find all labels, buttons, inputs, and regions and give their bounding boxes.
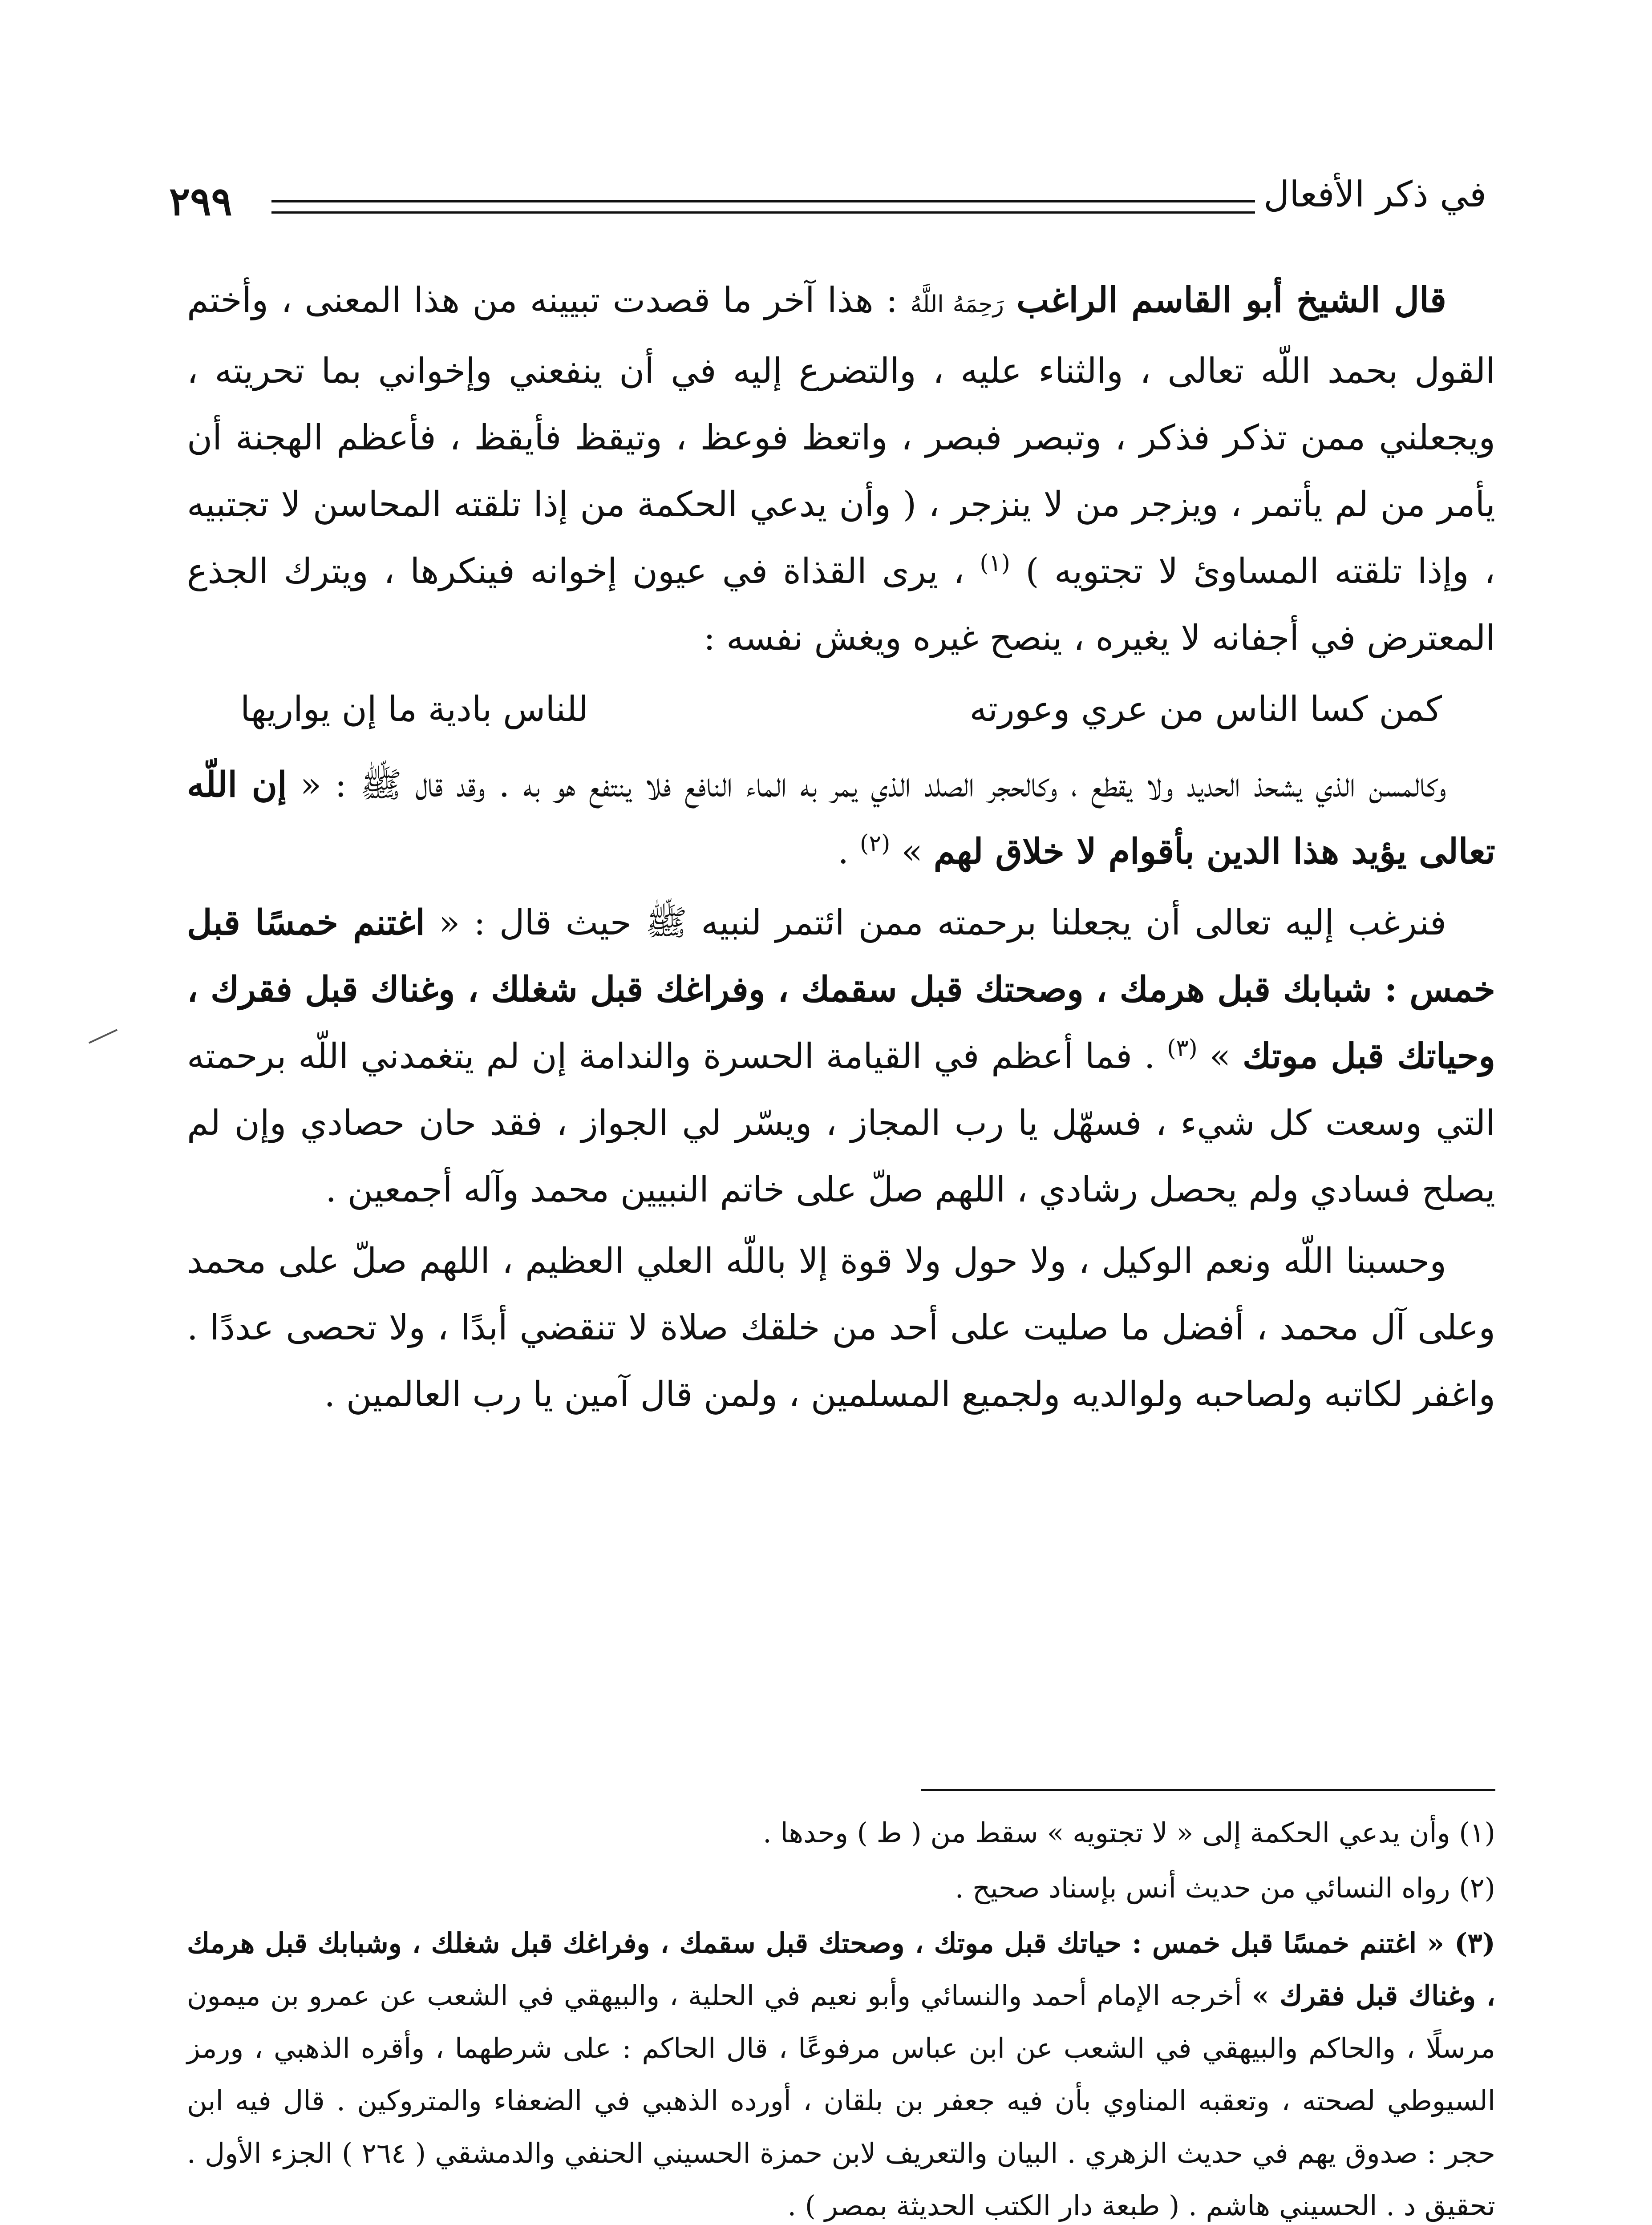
paragraph-4-text: وحسبنا اللّه ونعم الوكيل ، ولا حول ولا قوة إلا باللّه العلي العظيم ، اللهم صلّ على محمد وعلى آل محمد ، أفضل ما صليت على أحد من خلقك صلاة لا تنقضي أبدًا ، ولا تحصى عددًا . واغفر لكاتبه ولصاحبه ولوالديه ولجميع المسلمين ، ولمن قال آمين يا رب العالمين .: [187, 1241, 1495, 1415]
footnote-3-hadith: (٣) « اغتنم خمسًا قبل خمس : حياتك قبل موتك ، وصحتك قبل سقمك ، وفراغك قبل شغلك ، وشبابك قبل هرمك ، وغناك قبل فقرك »: [187, 1927, 1496, 2012]
paragraph-3-text: فنرغب إليه تعالى أن يجعلنا برحمته ممن ائتمر لنبيه ﷺ حيث قال : «: [425, 903, 1447, 943]
author-name: قال الشيخ أبو القاسم الراغب: [1016, 280, 1446, 320]
footnote-separator: [921, 1789, 1495, 1791]
page-number: ٢٩٩: [169, 178, 232, 224]
verse-second-hemistich: للناس بادية ما إن يواريها: [240, 689, 589, 729]
footnote-1: (١) وأن يدعي الحكمة إلى « لا تجتويه » سقط من ( ط ) وحدها .: [763, 1816, 1495, 1849]
footnote-2: (٢) رواه النسائي من حديث أنس بإسناد صحيح .: [955, 1872, 1495, 1904]
footnote-3: [187, 1917, 1495, 2225]
paragraph-1-text: : هذا آخر ما قصدت تبيينه من هذا المعنى ، وأختم القول بحمد اللّه تعالى ، والثناء عليه ، والتضرع إليه في أن ينفعني وإخواني بما تحريته ، ويجعلني ممن تذكر فذكر ، وتبصر فبصر ، واتعظ فوعظ ، وتيقظ فأيقظ ، فأعظم الهجنة أن يأمر من لم يأتمر ، ويزجر من لا ينزجر ، ( وأن يدعي الحكمة من إذا تلقته المحاسن لا تجتبيه ، وإذا تلقته المساوئ لا تجتويه ): [187, 280, 1495, 591]
header-double-rule: [271, 200, 1255, 214]
footnotes: [187, 1807, 1495, 2225]
paragraph-3: [187, 890, 1495, 1223]
running-header: [169, 174, 1486, 236]
footnote-ref-3[interactable]: (٣): [1167, 1035, 1198, 1062]
paragraph-2-tail: .: [838, 832, 860, 872]
footnote-ref-1[interactable]: (١): [980, 550, 1010, 577]
hadith-quote-1: إن اللّه تعالى يؤيد هذا الدين بأقوام لا خلاق لهم: [187, 765, 1495, 872]
footnote-ref-2[interactable]: (٢): [859, 830, 891, 857]
footnote-3-text: أخرجه الإمام أحمد والنسائي وأبو نعيم في الحلية ، والبيهقي في الشعب عن عمرو بن ميمون مرسلًا ، والحاكم والبيهقي في الشعب عن ابن عباس مرفوعًا ، قال الحاكم : على شرطهما ، وأقره الذهبي ، ورمز السيوطي لصحته ، وتعقبه المناوي بأن فيه جعفر بن بلقان ، أورده الذهبي في الضعفاء والمتروكين . قال فيه ابن حجر : صدوق يهم في حديث الزهري . البيان والتعريف لابن حمزة الحسيني الحنفي والدمشقي ( ٢٦٤ ) الجزء الأول . تحقيق د . الحسيني هاشم . ( طبعة دار الكتب الحديثة بمصر ) .: [187, 1979, 1495, 2222]
verse-first-hemistich: كمن كسا الناس من عري وعورته: [969, 689, 1442, 729]
paragraph-1-text-cont: ، يرى القذاة في عيون إخوانه فينكرها ، ويترك الجذع المعترض في أجفانه لا يغيره ، ينصح غيره ويغش نفسه :: [187, 551, 1495, 658]
paragraph-3-close: »: [1209, 1036, 1243, 1076]
paragraph-1: [187, 267, 1495, 672]
paragraph-2: [187, 752, 1495, 885]
paragraph-3-text-end: . فما أعظم في القيامة الحسرة والندامة إن لم يتغمدني اللّه برحمته التي وسعت كل شيء ، فسهّل يا رب المجاز ، ويسّر لي الجواز ، فقد حان حصادي وإن لم يصلح فسادي ولم يحصل رشادي ، اللهم صلّ على خاتم النبيين محمد وآله أجمعين .: [187, 1036, 1495, 1210]
main-text: [187, 267, 1495, 1428]
paragraph-2-close: »: [901, 832, 934, 872]
paragraph-4: [187, 1228, 1495, 1428]
hadith-quote-2: اغتنم خمسًا قبل خمس : شبابك قبل هرمك ، وصحتك قبل سقمك ، وفراغك قبل شغلك ، وغناك قبل فقرك ، وحياتك قبل موتك: [187, 902, 1495, 1076]
honorific: رَحِمَهُ اللَّهُ: [910, 291, 1004, 318]
paragraph-2-text: وكالمسن الذي يشحذ الحديد ولا يقطع ، وكالحجر الصلد الذي يمر به الماء النافع فلا ينتفع هو به . وقد قال ﷺ : «: [287, 765, 1447, 805]
margin-pencil-mark: [89, 1029, 125, 1060]
chapter-title: في ذكر الأفعال: [1263, 174, 1486, 215]
poetry-verse: [187, 676, 1495, 743]
